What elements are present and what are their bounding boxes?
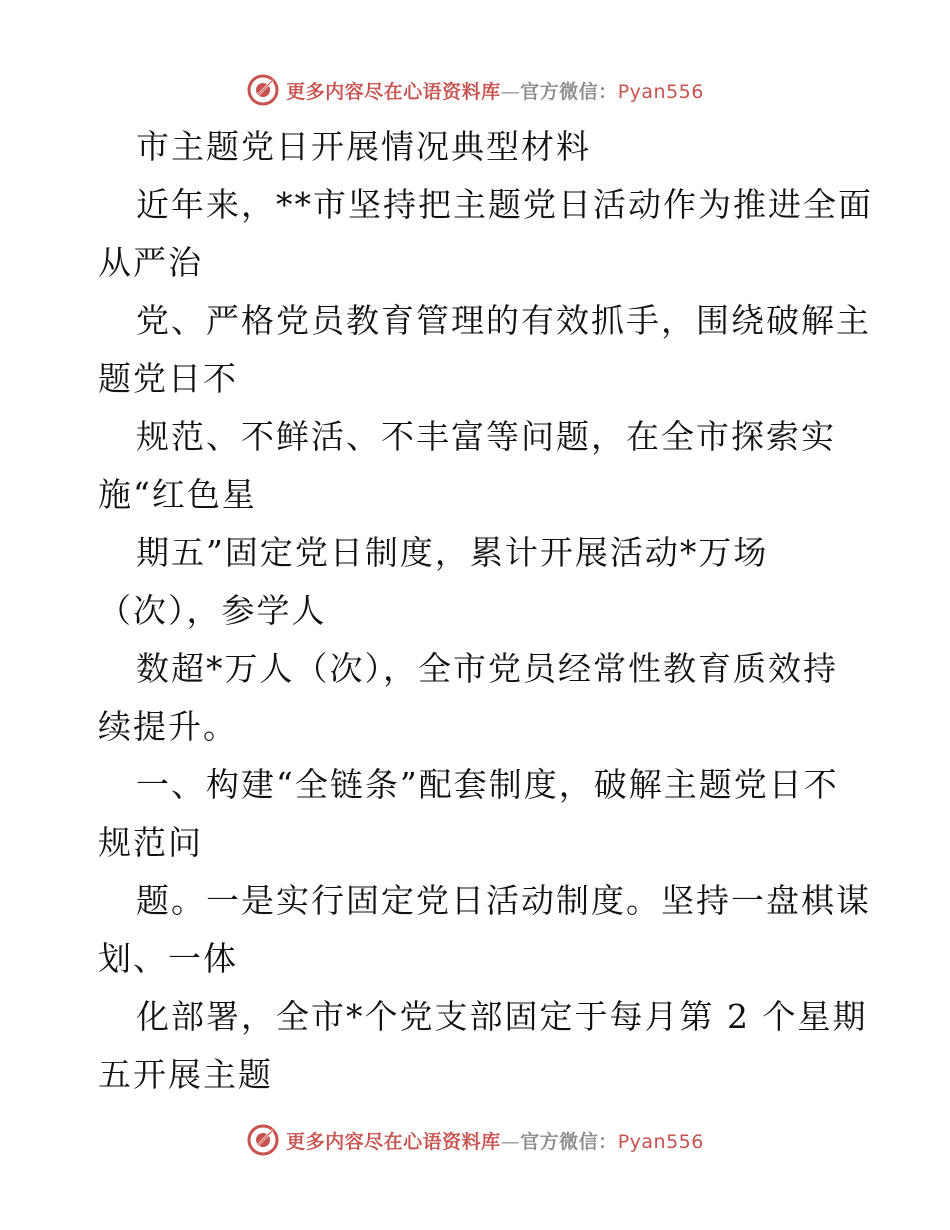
text-line: 续提升。 — [98, 707, 238, 746]
text-line: 题。一是实行固定党日活动制度。坚持一盘棋谋 — [136, 881, 871, 920]
text-line: 题党日不 — [98, 359, 238, 398]
banner-account: Pyan556 — [617, 80, 704, 103]
banner-account: Pyan556 — [617, 1130, 704, 1153]
text-line: 规范、不鲜活、不丰富等问题，在全市探索实 — [136, 417, 836, 456]
document-body — [98, 118, 873, 1104]
text-line: （次），参学人 — [98, 591, 327, 630]
text-line: 期五”固定党日制度，累计开展活动*万场 — [136, 533, 769, 572]
text-line: 规范问 — [98, 823, 203, 862]
text-line: 施“红色星 — [98, 475, 257, 514]
text-line: 五开展主题 — [98, 1055, 273, 1094]
banner-wechat-label: 官方微信： — [520, 1130, 618, 1153]
footer-banner — [0, 1120, 950, 1160]
header-banner — [0, 70, 950, 110]
text-line: 划、一体 — [98, 939, 238, 978]
seal-logo-icon — [246, 73, 280, 107]
text-line: 数超*万人（次），全市党员经常性教育质效持 — [136, 649, 838, 688]
section-heading: 一、构建“全链条”配套制度，破解主题党日不 — [136, 765, 839, 804]
banner-wechat-label: 官方微信： — [520, 80, 618, 103]
text-line: 近年来，**市坚持把主题党日活动作为推进全面 — [136, 185, 873, 224]
banner-text — [286, 77, 704, 104]
banner-text — [286, 1127, 704, 1154]
banner-separator: — — [500, 1130, 521, 1153]
seal-logo-icon — [246, 1123, 280, 1157]
banner-site-name: 更多内容尽在心语资料库 — [286, 1130, 501, 1153]
text-line: 化部署，全市*个党支部固定于每月第 2 个星期 — [136, 997, 868, 1036]
document-title: 市主题党日开展情况典型材料 — [136, 127, 591, 166]
text-line: 党、严格党员教育管理的有效抓手，围绕破解主 — [136, 301, 871, 340]
banner-site-name: 更多内容尽在心语资料库 — [286, 80, 501, 103]
text-line: 从严治 — [98, 243, 203, 282]
banner-separator: — — [500, 80, 521, 103]
